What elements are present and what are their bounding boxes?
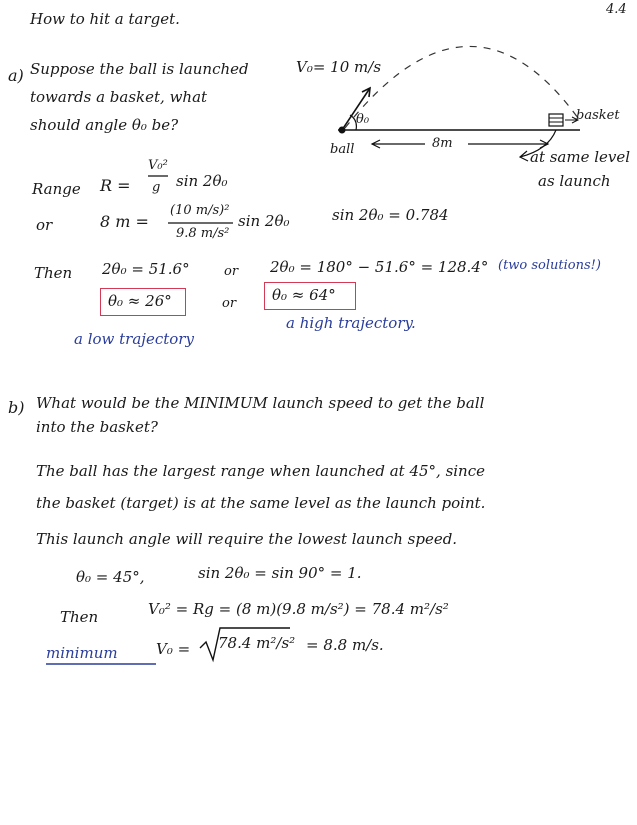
part-b-question-2: into the basket? (36, 418, 158, 436)
range-label: Range (32, 180, 81, 198)
diagram-distance: 8m (432, 136, 453, 151)
page-title: How to hit a target. (30, 10, 180, 28)
diagram-ball-label: ball (330, 142, 355, 157)
then-label-b: Then (60, 608, 99, 626)
theta-low: θ₀ ≈ 26° (108, 292, 172, 310)
two-solutions-note: (two solutions!) (498, 258, 601, 273)
diagram-note-2: as launch (538, 172, 611, 190)
two-theta-2: 2θ₀ = 180° − 51.6° = 128.4° (270, 258, 489, 276)
explain-line-1: The ball has the largest range when launched at 45°, since (36, 462, 485, 480)
then-label-a: Then (34, 264, 73, 282)
explain-line-3: This launch angle will require the lowest launch speed. (36, 530, 458, 548)
two-theta-1: 2θ₀ = 51.6° (102, 260, 190, 278)
low-trajectory-label: a low trajectory (74, 330, 194, 348)
ball-marker (339, 127, 346, 134)
eq2-denominator: 9.8 m/s² (176, 226, 230, 241)
v-squared-line: V₀² = Rg = (8 m)(9.8 m/s²) = 78.4 m²/s² (148, 600, 449, 618)
part-b-question-1: What would be the MINIMUM launch speed to get the ball (36, 394, 485, 412)
range-sin: sin 2θ₀ (176, 172, 228, 190)
eq2-lhs: 8 m = (100, 212, 149, 231)
theta-high: θ₀ ≈ 64° (272, 286, 336, 304)
part-a-label: a) (8, 66, 24, 85)
explain-line-2: the basket (target) is at the same level as the launch point. (36, 494, 486, 512)
diagram-basket-label: basket (576, 108, 620, 123)
v-min-lhs: V₀ = (156, 640, 191, 658)
v-min-rhs: = 8.8 m/s. (306, 636, 384, 654)
or-label-3: or (222, 296, 237, 311)
or-label-2: or (224, 264, 239, 279)
diagram-note-1: at same level (530, 148, 631, 166)
angle-line: θ₀ = 45°, (76, 568, 145, 586)
sin-line: sin 2θ₀ = sin 90° = 1. (198, 564, 362, 582)
v-min-sqrt: 78.4 m²/s² (218, 634, 296, 652)
eq2-numerator: (10 m/s)² (170, 203, 230, 218)
part-a-question-3: should angle θ₀ be? (30, 116, 179, 134)
range-denominator: g (152, 180, 161, 195)
page-number: 4.4 (606, 2, 627, 17)
sin-result: sin 2θ₀ = 0.784 (332, 206, 449, 224)
diagram-angle: θ₀ (356, 112, 370, 127)
or-label-1: or (36, 216, 53, 234)
part-a-question-1: Suppose the ball is launched (30, 60, 249, 78)
basket-shape (549, 114, 563, 126)
range-eq: R = (100, 176, 131, 195)
part-b-label: b) (8, 398, 25, 417)
eq2-sin: sin 2θ₀ (238, 212, 290, 230)
minimum-label: minimum (46, 644, 118, 662)
high-trajectory-label: a high trajectory. (286, 314, 416, 332)
part-a-question-2: towards a basket, what (30, 88, 208, 106)
velocity-arrowhead (362, 88, 370, 97)
diagram-speed: V₀= 10 m/s (296, 58, 382, 76)
range-numerator: V₀² (148, 158, 168, 173)
